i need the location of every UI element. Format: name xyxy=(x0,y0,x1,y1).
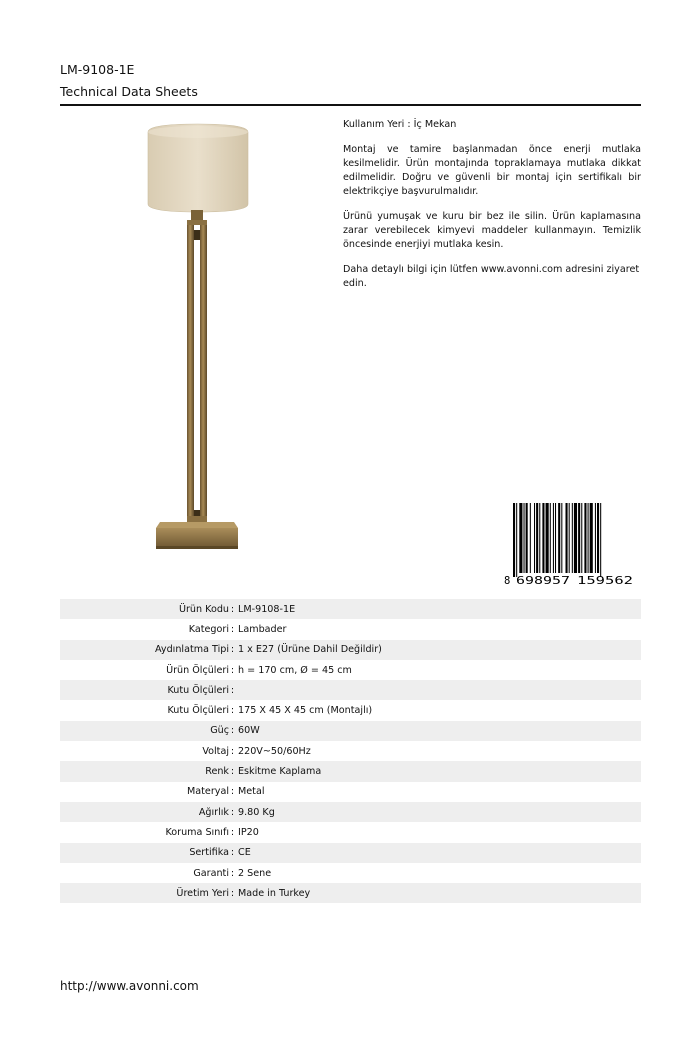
barcode-digit-lead: 8 xyxy=(504,575,511,586)
document-header xyxy=(60,62,641,100)
spec-value: 175 X 45 X 45 cm (Montajlı) xyxy=(238,705,373,717)
spec-separator: : xyxy=(230,745,235,757)
barcode-bar xyxy=(590,503,593,573)
spec-separator: : xyxy=(230,603,235,615)
barcode-bar xyxy=(555,503,556,573)
spec-row xyxy=(60,843,641,863)
barcode-bar xyxy=(581,503,582,573)
spec-value: Metal xyxy=(238,786,265,798)
spec-label: Üretim Yeri xyxy=(176,887,229,899)
spec-value: IP20 xyxy=(238,826,259,838)
spec-table xyxy=(60,599,641,903)
spec-separator: : xyxy=(230,806,235,818)
barcode-bar xyxy=(597,503,599,573)
spec-label: Materyal xyxy=(187,786,229,798)
spec-separator: : xyxy=(230,664,235,676)
spec-row xyxy=(60,660,641,680)
barcode-bar xyxy=(553,503,554,573)
barcode-bar xyxy=(539,503,540,573)
document-subtitle: Technical Data Sheets xyxy=(60,84,198,99)
spec-label: Sertifika xyxy=(189,847,229,859)
safety-paragraph: Montaj ve tamire başlanmadan önce enerji mutlaka kesilmelidir. Ürün montajında topraklamaya mutlaka dikkat edilmelidir. Doğru ve güvenli bir montaj için sertifikalı bir elektrikçiye başvurulmalıdır. xyxy=(343,144,641,197)
spec-row xyxy=(60,741,641,761)
barcode-bar xyxy=(574,503,577,573)
info-panel xyxy=(343,118,641,302)
spec-label: Kutu Ölçüleri xyxy=(167,684,229,696)
spec-value: Made in Turkey xyxy=(238,887,311,899)
spec-separator: : xyxy=(230,867,235,879)
barcode-bar xyxy=(534,503,535,573)
barcode-bar xyxy=(546,503,549,573)
spec-value: 9.80 Kg xyxy=(238,806,275,818)
barcode-bar xyxy=(588,503,589,573)
spec-separator: : xyxy=(230,725,235,737)
spec-value: 60W xyxy=(238,725,260,737)
spec-value: 2 Sene xyxy=(238,867,272,879)
spec-row xyxy=(60,619,641,639)
spec-value: h = 170 cm, Ø = 45 cm xyxy=(238,664,352,676)
spec-separator: : xyxy=(230,766,235,778)
barcode-bar xyxy=(530,503,531,573)
spec-row xyxy=(60,640,641,660)
usage-location: Kullanım Yeri : İç Mekan xyxy=(343,119,457,130)
barcode-bar xyxy=(550,503,551,573)
spec-row xyxy=(60,822,641,842)
spec-row xyxy=(60,802,641,822)
barcode-bar xyxy=(516,503,517,577)
spec-row xyxy=(60,761,641,781)
spec-label: Voltaj xyxy=(202,745,229,757)
spec-row xyxy=(60,883,641,903)
spec-label: Ağırlık xyxy=(198,806,229,818)
spec-separator: : xyxy=(230,623,235,635)
spec-row xyxy=(60,680,641,700)
barcode-bar xyxy=(536,503,538,573)
spec-row xyxy=(60,782,641,802)
barcode xyxy=(503,502,641,586)
barcode-digits-left: 698957 xyxy=(516,575,570,586)
barcode-bar xyxy=(558,503,560,573)
spec-label: Renk xyxy=(205,766,229,778)
spec-value: Lambader xyxy=(238,623,287,635)
spec-label: Garanti xyxy=(193,867,229,879)
spec-separator: : xyxy=(230,887,235,899)
barcode-bar xyxy=(542,503,544,573)
spec-value: 220V~50/60Hz xyxy=(238,745,311,757)
spec-label: Kutu Ölçüleri xyxy=(167,705,229,717)
barcode-bar xyxy=(569,503,570,573)
spec-separator: : xyxy=(230,684,235,696)
spec-row xyxy=(60,863,641,883)
spec-label: Ürün Kodu xyxy=(178,603,229,615)
spec-separator: : xyxy=(230,786,235,798)
header-divider xyxy=(60,104,641,106)
spec-value: CE xyxy=(238,847,251,859)
barcode-bar xyxy=(578,503,580,573)
barcode-digits-right: 159562 xyxy=(577,575,633,586)
barcode-bar xyxy=(524,503,525,573)
barcode-bar xyxy=(526,503,528,573)
barcode-bar xyxy=(572,503,573,573)
spec-separator: : xyxy=(230,847,235,859)
spec-label: Güç xyxy=(210,725,229,737)
cleaning-paragraph: Ürünü yumuşak ve kuru bir bez ile silin. Ürün kaplamasına zarar verebilecek kimyevi maddeler kullanmayın. Temizlik öncesinde enerjiyi mutlaka kesin. xyxy=(343,211,641,250)
spec-row xyxy=(60,700,641,720)
barcode-bar xyxy=(513,503,515,577)
spec-separator: : xyxy=(230,644,235,656)
barcode-bar xyxy=(584,503,586,573)
barcode-bar xyxy=(561,503,562,573)
barcode-bars xyxy=(513,503,601,577)
spec-label: Ürün Ölçüleri xyxy=(166,664,229,676)
floor-lamp-image xyxy=(120,118,300,558)
barcode-bar xyxy=(600,503,601,577)
product-code-title: LM-9108-1E xyxy=(60,62,135,77)
spec-label: Kategori xyxy=(188,623,229,635)
barcode-bar xyxy=(566,503,568,573)
spec-value: 1 x E27 (Ürüne Dahil Değildir) xyxy=(238,644,382,656)
spec-value: Eskitme Kaplama xyxy=(238,766,322,778)
spec-label: Koruma Sınıfı xyxy=(165,826,229,838)
spec-value: LM-9108-1E xyxy=(238,603,296,615)
spec-separator: : xyxy=(230,826,235,838)
barcode-bar xyxy=(595,503,596,573)
barcode-bar xyxy=(519,503,522,573)
spec-label: Aydınlatma Tipi xyxy=(155,644,229,656)
spec-row xyxy=(60,721,641,741)
spec-separator: : xyxy=(230,705,235,717)
spec-row xyxy=(60,599,641,619)
footer-url[interactable]: http://www.avonni.com xyxy=(60,979,199,993)
website-paragraph: Daha detaylı bilgi için lütfen www.avonni.com adresini ziyaret edin. xyxy=(343,264,640,289)
